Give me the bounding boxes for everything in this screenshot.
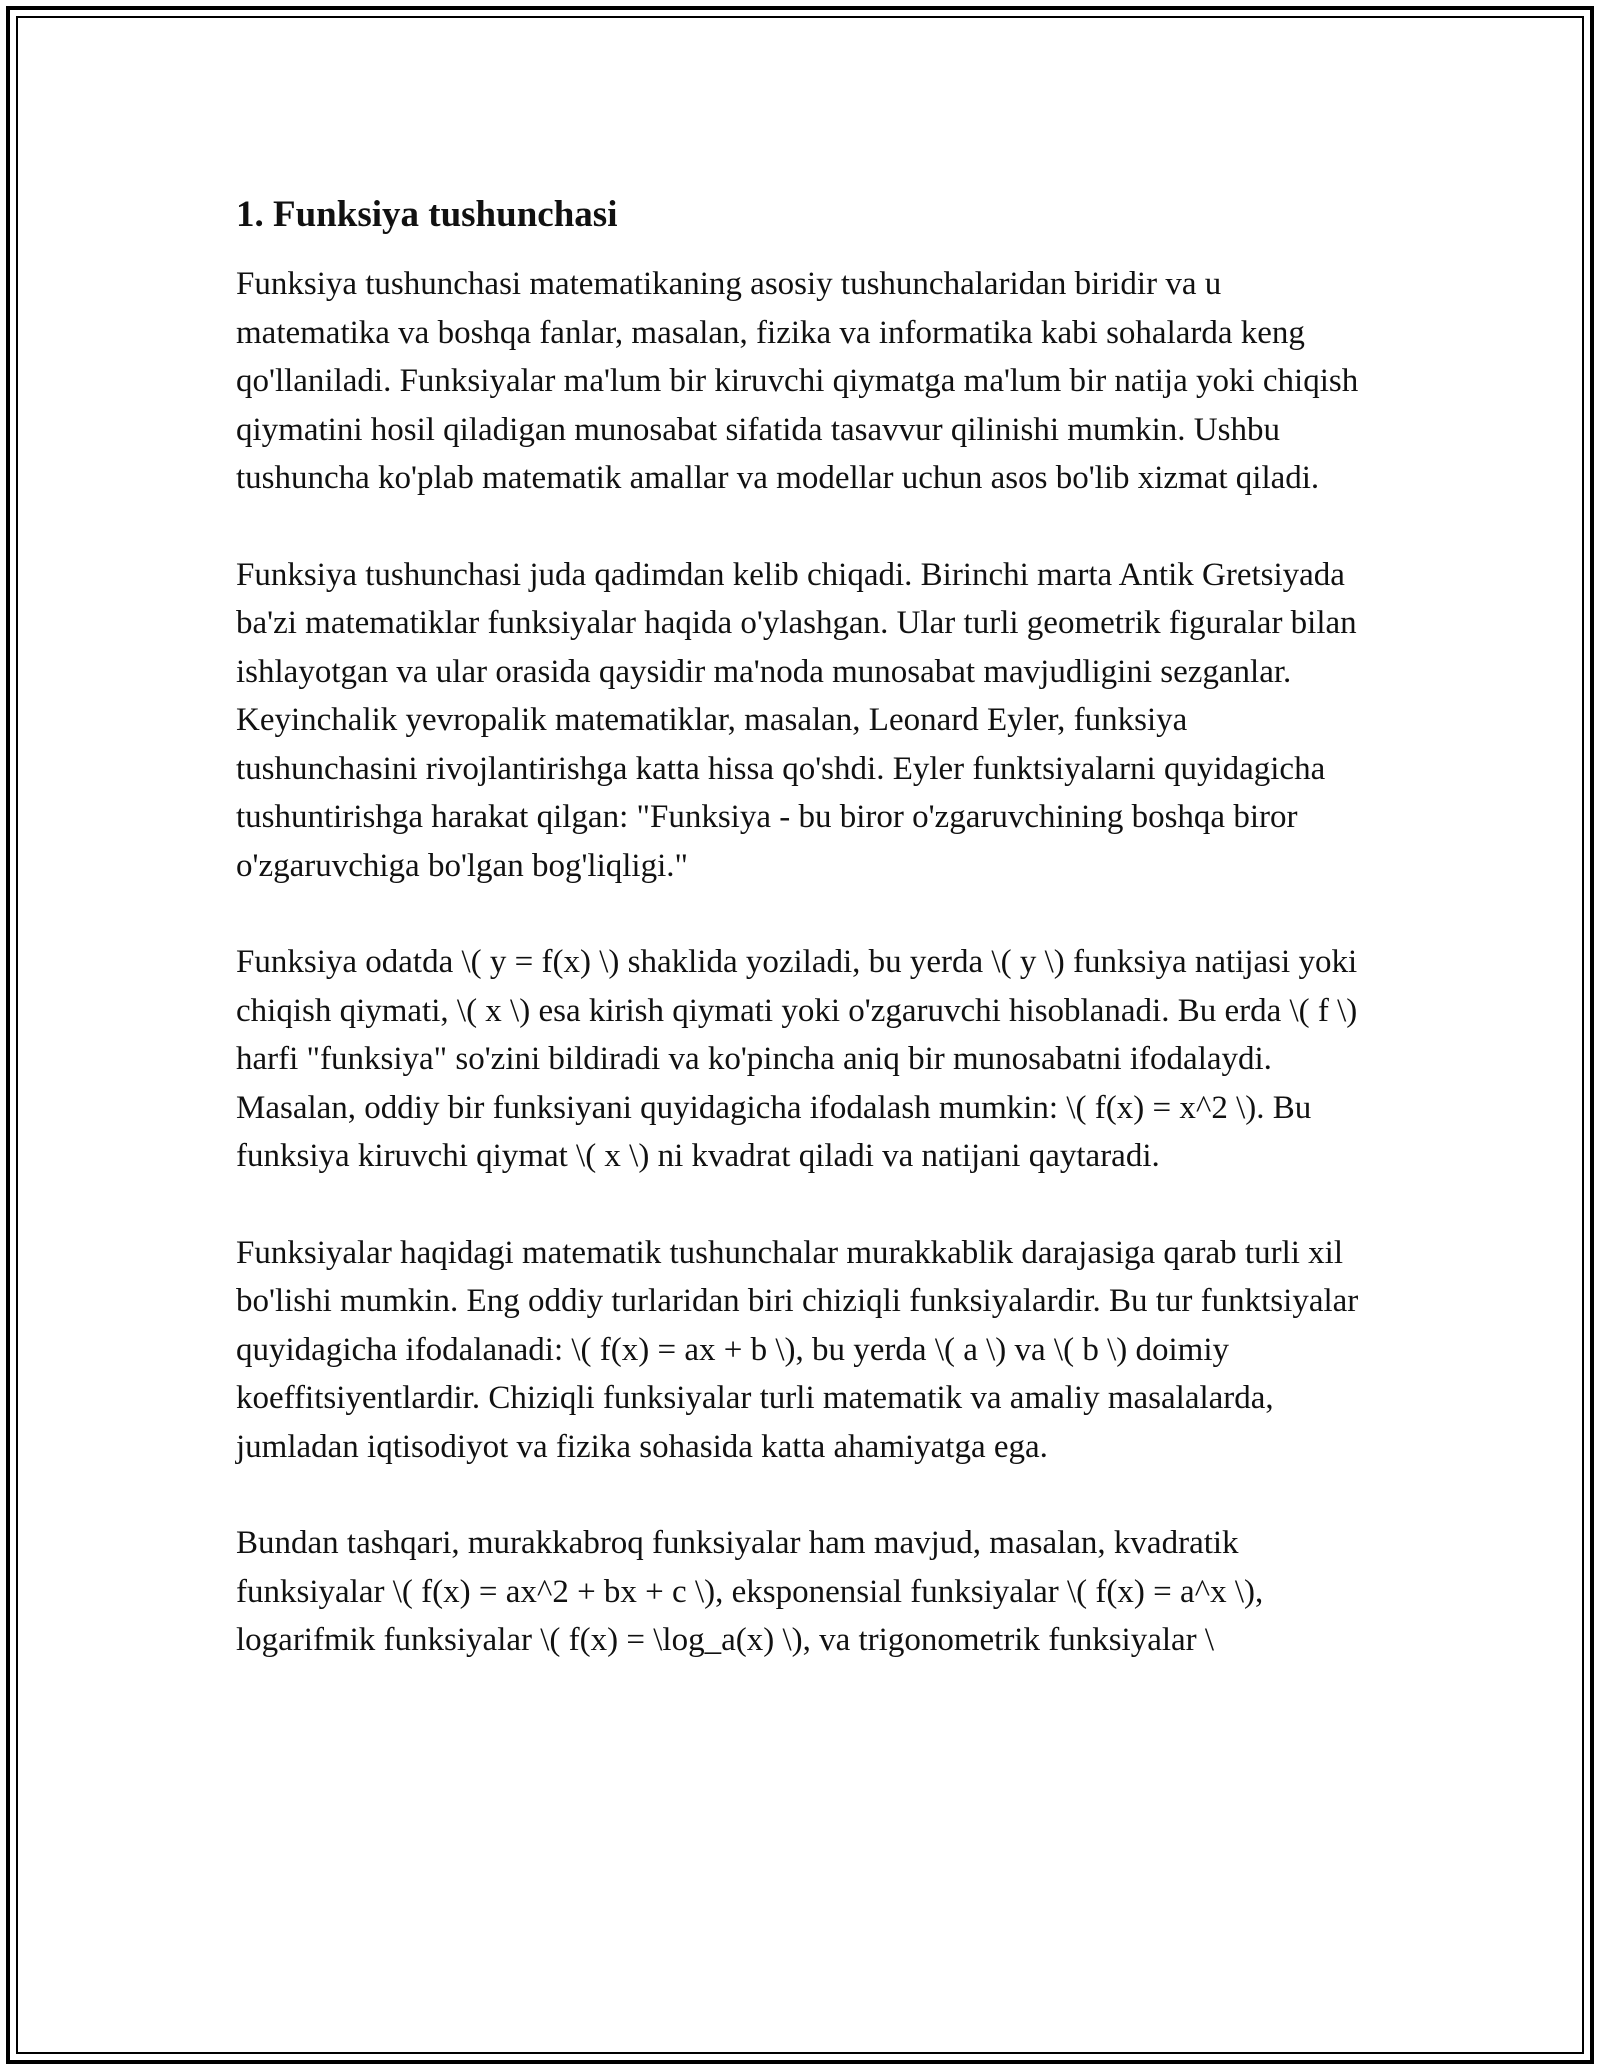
paragraph-2: Funksiya tushunchasi juda qadimdan kelib chiqadi. Birinchi marta Antik Gretsiyada ba'zi matematiklar funksiyalar haqida o'ylashgan. Ular turli geometrik figuralar bilan ishlayotgan va ular orasida qaysidir ma'noda munosabat mavjudligini sezganlar. Keyinchalik yevropalik matematiklar, masalan, Leonard Eyler, funksiya tushunchasini rivojlantirishga katta hissa qo'shdi. Eyler funktsiyalarni quyidagicha tushuntirishga harakat qilgan: "Funksiya - bu biror o'zgaruvchining boshqa biror o'zgaruvchiga bo'lgan bog'liqligi." <box>236 556 1357 884</box>
paragraph-1: Funksiya tushunchasi matematikaning asosiy tushunchalaridan biridir va u matematika va boshqa fanlar, masalan, fizika va informatika kabi sohalarda keng qo'llaniladi. Funksiyalar ma'lum bir kiruvchi qiymatga ma'lum bir natija yoki chiqish qiymatini hosil qiladigan munosabat sifatida tasavvur qilinishi mumkin. Ushbu tushuncha ko'plab matematik amallar va modellar uchun asos bo'lib xizmat qiladi. <box>236 266 1359 496</box>
section-heading: 1. Funksiya tushunchasi <box>236 194 618 235</box>
paragraph-5: Bundan tashqari, murakkabroq funksiyalar ham mavjud, masalan, kvadratik funksiyalar \( f(x) = ax^2 + bx + c \), eksponensial funksiyalar \( f(x) = a^x \), logarifmik funksiyalar \( f(x) = \log_a(x) \), va trigonometrik funksiyalar \ <box>236 1525 1264 1658</box>
paragraph-4: Funksiyalar haqidagi matematik tushunchalar murakkablik darajasiga qarab turli xil bo'lishi mumkin. Eng oddiy turlaridan biri chiziqli funksiyalardir. Bu tur funktsiyalar quyidagicha ifodalanadi: \( f(x) = ax + b \), bu yerda \( a \) va \( b \) doimiy koeffitsiyentlardir. Chiziqli funksiyalar turli matematik va amaliy masalalarda, jumladan iqtisodiyot va fizika sohasida katta ahamiyatga ega. <box>236 1234 1359 1465</box>
document-body <box>236 188 1370 1713</box>
paragraph-3: Funksiya odatda \( y = f(x) \) shaklida yoziladi, bu yerda \( y \) funksiya natijasi yoki chiqish qiymati, \( x \) esa kirish qiymati yoki o'zgaruvchi hisoblanadi. Bu erda \( f \) harfi "funksiya" so'zini bildiradi va ko'pincha aniq bir munosabatni ifodalaydi. Masalan, oddiy bir funksiyani quyidagicha ifodalash mumkin: \( f(x) = x^2 \). Bu funksiya kiruvchi qiymat \( x \) ni kvadrat qiladi va natijani qaytaradi. <box>236 944 1358 1174</box>
